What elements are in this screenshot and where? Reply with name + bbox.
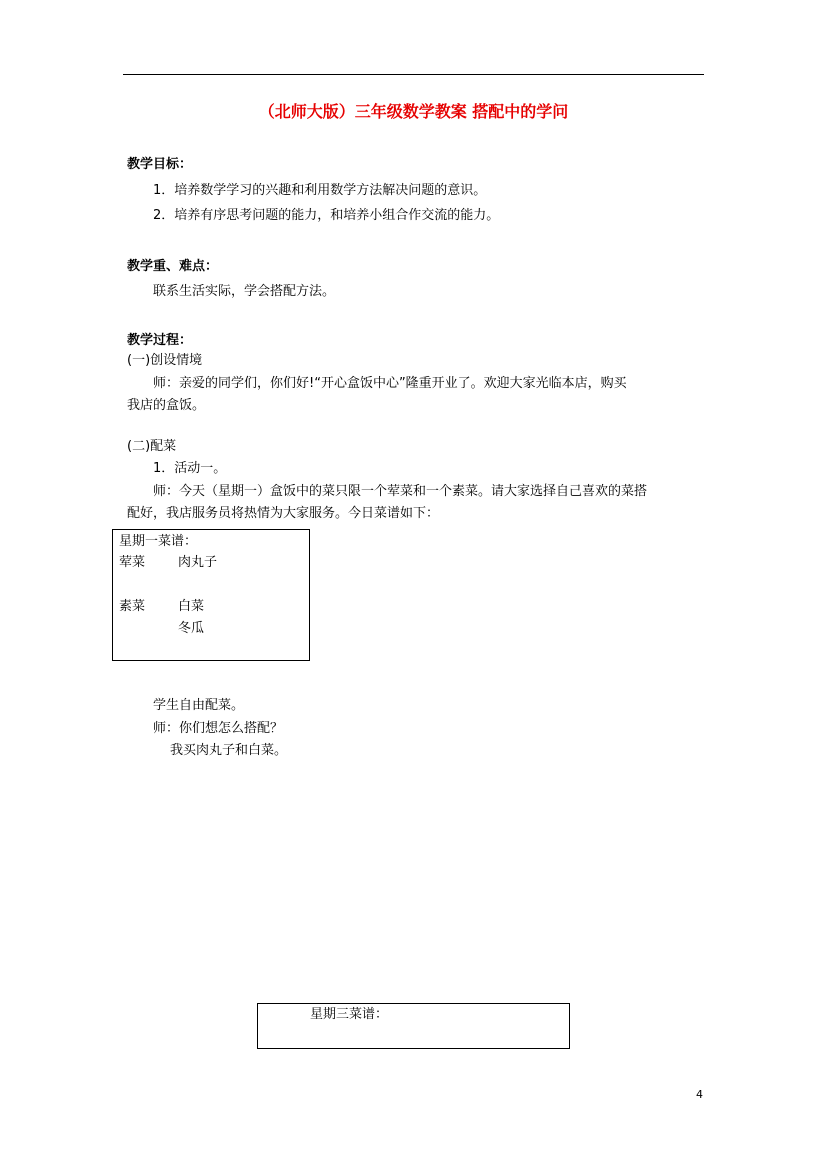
veg-label: 素菜 <box>119 599 146 614</box>
focus-text: 联系生活实际，学会搭配方法。 <box>153 284 336 299</box>
menu-monday-box <box>112 529 310 661</box>
section1-line1: 师：亲爱的同学们，你们好!“开心盒饭中心”隆重开业了。欢迎大家光临本店，购买 <box>153 376 627 391</box>
goals-heading: 教学目标： <box>127 157 193 172</box>
menu-monday-title: 星期一菜谱： <box>119 534 198 549</box>
veg-item: 白菜 <box>178 599 205 614</box>
goal-item-2: 2．培养有序思考问题的能力，和培养小组合作交流的能力。 <box>153 208 500 223</box>
menu-wednesday-box <box>257 1003 570 1049</box>
after-line-1: 学生自由配菜。 <box>153 698 245 713</box>
menu-wednesday-title: 星期三菜谱： <box>310 1007 389 1022</box>
after-line-3: 我买肉丸子和白菜。 <box>170 743 288 758</box>
veg-item: 冬瓜 <box>178 621 205 636</box>
section2-line1: 师：今天（星期一）盒饭中的菜只限一个荤菜和一个素菜。请大家选择自己喜欢的菜搭 <box>153 484 648 499</box>
focus-heading: 教学重、难点： <box>127 259 219 274</box>
section1-line2: 我店的盒饭。 <box>127 398 206 413</box>
meat-label: 荤菜 <box>119 555 146 570</box>
meat-item: 肉丸子 <box>178 555 218 570</box>
section2-line2: 配好，我店服务员将热情为大家服务。今日菜谱如下： <box>127 506 440 521</box>
page-number: 4 <box>696 1088 703 1101</box>
header-rule <box>123 74 704 75</box>
activity-label: 1．活动一。 <box>153 461 227 476</box>
section2-title: (二)配菜 <box>127 439 177 454</box>
after-line-2: 师：你们想怎么搭配？ <box>153 721 284 736</box>
page-title: （北师大版）三年级数学教案 搭配中的学问 <box>258 102 569 121</box>
process-heading: 教学过程： <box>127 333 193 348</box>
section1-title: (一)创设情境 <box>127 353 203 368</box>
goal-item-1: 1．培养数学学习的兴趣和利用数学方法解决问题的意识。 <box>153 183 487 198</box>
